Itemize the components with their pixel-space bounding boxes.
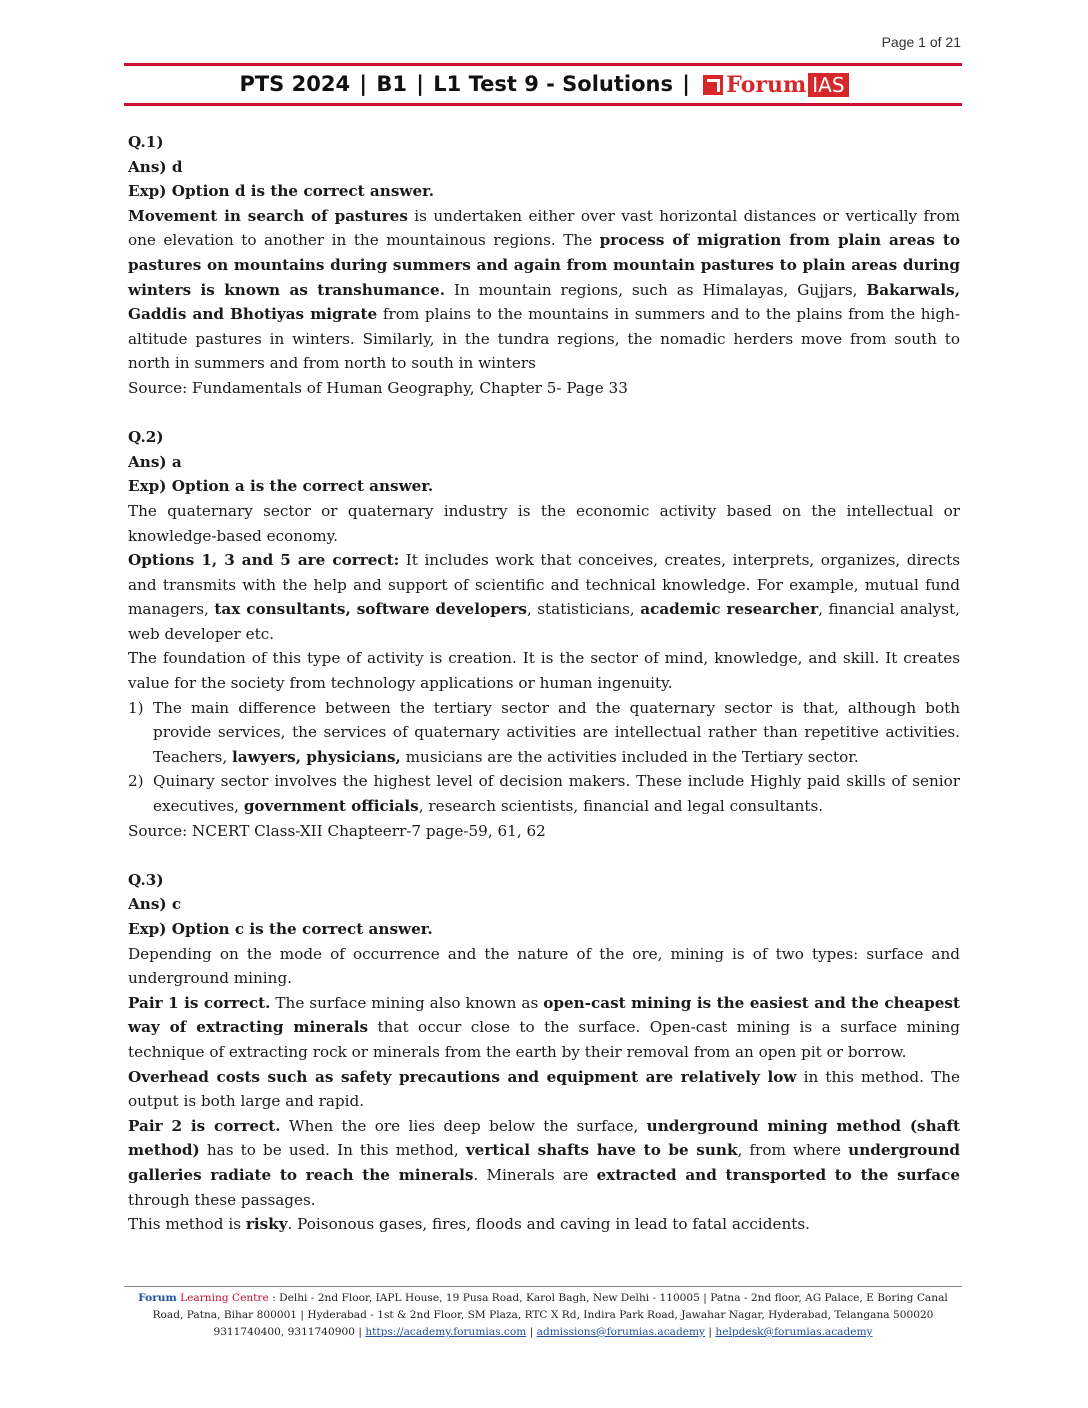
text-run: When the ore lies deep below the surface, <box>280 1116 647 1135</box>
arrow-icon <box>703 75 723 95</box>
footer-separator: | <box>529 1326 534 1338</box>
title-part-batch: B1 <box>376 72 407 96</box>
bold-text: underground mining method (shaft method) <box>128 1116 960 1160</box>
list-item-text <box>153 699 960 766</box>
explanation-paragraph <box>128 991 960 1065</box>
forumias-logo <box>703 72 848 98</box>
header-bottom-rule <box>124 103 962 106</box>
text-run: The surface mining also known as <box>270 993 544 1012</box>
text-run: , financial analyst, web developer etc. <box>128 600 961 643</box>
bold-text: tax consultants, software developers <box>214 600 527 619</box>
bold-text: lawyers, physicians, <box>231 747 401 766</box>
explanation-paragraph <box>128 1065 960 1114</box>
source-line: Source: NCERT Class-XII Chapteerr-7 page-59, 61, 62 <box>128 821 546 840</box>
bold-text: Movement in search of pastures <box>128 206 408 225</box>
bold-text: Pair 1 is correct. <box>128 993 271 1012</box>
text-run: , statisticians, <box>526 600 641 619</box>
text-run: from plains to the mountains in summers and to the plains from the high-altitude pastures in winters. Similarly, in the tundra regions, the nomadic herders move from south to north in summers and from north to south in winters <box>128 305 960 373</box>
footer-brand-centre: Learning Centre <box>180 1292 269 1304</box>
list-item-number: 2) <box>128 772 144 791</box>
answer: Ans) d <box>128 157 183 176</box>
bold-text: Pair 2 is correct. <box>128 1116 281 1135</box>
solutions-content <box>128 130 960 1237</box>
bold-text: process of migration from plain areas to pastures on mountains during summers and again from mountain pastures to plain areas during winters is known as transhumance. <box>128 231 960 299</box>
text-run: The main difference between the tertiary sector and the quaternary sector is that, although both provide services, the services of quaternary activities are intellectual rather than repetitive activities. Teachers, <box>153 698 960 766</box>
bold-text: academic researcher <box>640 600 819 619</box>
footer-helpdesk-link[interactable]: helpdesk@forumias.academy <box>715 1326 873 1338</box>
footer-website-link[interactable]: https://academy.forumias.com <box>365 1326 527 1338</box>
footer-address: : Delhi - 2nd Floor, IAPL House, 19 Pusa Road, Karol Bagh, New Delhi - 110005 | Patna - 2nd floor, AG Palace, E Boring Canal Road, Patna, Bihar 800001 | Hyderabad - 1st & 2nd Floor, SM Plaza, RTC X Rd, Indira Park Road, Jawahar Nagar, Hyderabad, Telangana 500020 <box>152 1292 948 1321</box>
page-number: Page 1 of 21 <box>881 34 961 50</box>
page-title <box>0 72 1088 98</box>
explanation-paragraph <box>128 204 960 376</box>
bold-text: risky <box>245 1215 288 1234</box>
source-line: Source: Fundamentals of Human Geography, Chapter 5- Page 33 <box>128 378 628 397</box>
text-run: This method is <box>128 1215 246 1234</box>
answer: Ans) a <box>128 452 182 471</box>
footer-rule <box>124 1286 962 1287</box>
text-run: through these passages. <box>128 1190 316 1209</box>
text-run: in this method. The output is both large and rapid. <box>128 1067 961 1111</box>
bold-text: Options 1, 3 and 5 are correct: <box>128 551 400 570</box>
page-footer <box>124 1290 962 1341</box>
text-run: , from where <box>737 1141 849 1160</box>
bold-text: government officials <box>243 797 419 816</box>
bold-text: vertical shafts have to be sunk <box>465 1141 738 1160</box>
list-item-number: 1) <box>128 698 144 717</box>
text-run: . Poisonous gases, fires, floods and caving in lead to fatal accidents. <box>287 1215 811 1234</box>
title-separator: | <box>682 72 690 96</box>
logo-forum-text: Forum <box>726 72 807 98</box>
text-run: , research scientists, financial and legal consultants. <box>418 797 824 816</box>
text-run: is undertaken either over vast horizontal distances or vertically from one elevation to another in the mountainous regions. The <box>128 206 960 250</box>
question-number: Q.1) <box>128 133 164 151</box>
bold-text: open-cast mining is the easiest and the cheapest way of extracting minerals <box>128 993 960 1037</box>
bold-text: underground galleries radiate to reach the minerals <box>128 1141 960 1184</box>
text-run: that occur close to the surface. Open-cast mining is a surface mining technique of extracting rock or minerals from the earth by their removal from an open pit or borrow. <box>128 1018 960 1061</box>
explanation-paragraph: The quaternary sector or quaternary industry is the economic activity based on the intellectual or knowledge-based economy. <box>128 501 960 545</box>
explanation-heading: Exp) Option c is the correct answer. <box>128 920 433 938</box>
footer-separator: | <box>708 1326 712 1338</box>
explanation-paragraph <box>128 1114 960 1212</box>
text-run: It includes work that conceives, creates, interprets, organizes, directs and transmits with the help and support of scientific and technical knowledge. For example, mutual fund managers, <box>128 551 960 619</box>
bold-text: Overhead costs such as safety precautions and equipment are relatively low <box>128 1067 797 1086</box>
bold-text: Bakarwals, Gaddis and Bhotiyas migrate <box>128 280 960 324</box>
title-separator: | <box>359 72 368 96</box>
text-run: . Minerals are <box>473 1165 597 1184</box>
footer-brand-forum: Forum <box>138 1292 177 1304</box>
title-part-series: PTS 2024 <box>239 72 351 96</box>
text-run: Quinary sector involves the highest level of decision makers. These include Highly paid skills of senior executives, <box>153 772 960 816</box>
text-run: In mountain regions, such as Himalayas, Gujjars, <box>445 280 867 299</box>
logo-ias-text: IAS <box>808 73 848 97</box>
text-run: musicians are the activities included in the Tertiary sector. <box>400 747 859 766</box>
footer-phones: 9311740400, 9311740900 <box>213 1326 355 1338</box>
explanation-heading: Exp) Option a is the correct answer. <box>128 477 434 496</box>
question-number: Q.2) <box>128 428 164 447</box>
question-number: Q.3) <box>128 870 164 889</box>
answer: Ans) c <box>128 895 182 914</box>
list-item-text <box>153 772 960 815</box>
explanation-paragraph: The foundation of this type of activity is creation. It is the sector of mind, knowledge, and skill. It creates value for the society from technology applications or human ingenuity. <box>128 649 960 693</box>
title-separator: | <box>416 72 424 96</box>
header-top-rule <box>124 63 962 66</box>
list-item <box>128 696 960 770</box>
explanation-heading: Exp) Option d is the correct answer. <box>128 182 434 201</box>
list-item <box>128 769 960 818</box>
text-run: has to be used. In this method, <box>199 1141 466 1160</box>
explanation-paragraph <box>128 548 960 646</box>
numbered-list <box>128 696 960 819</box>
explanation-paragraph: Depending on the mode of occurrence and the nature of the ore, mining is of two types: surface and underground mining. <box>128 944 960 988</box>
title-part-test: L1 Test 9 - Solutions <box>433 72 673 96</box>
footer-admissions-link[interactable]: admissions@forumias.academy <box>536 1326 706 1338</box>
explanation-paragraph <box>128 1212 960 1237</box>
bold-text: extracted and transported to the surface <box>596 1165 960 1184</box>
footer-separator: | <box>358 1326 362 1338</box>
